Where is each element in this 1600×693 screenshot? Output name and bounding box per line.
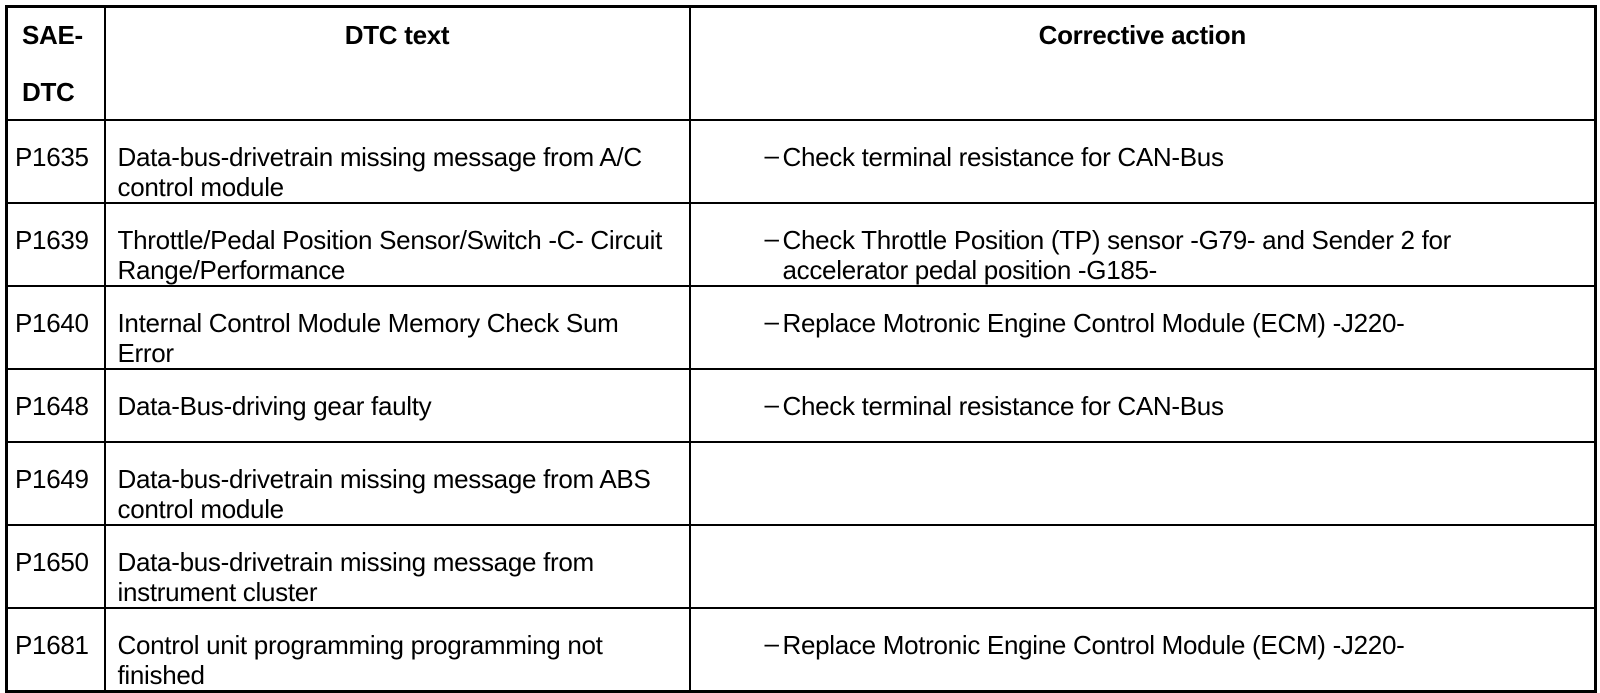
bullet-dash: – — [764, 305, 779, 336]
dtc-code: P1640 — [7, 286, 105, 369]
corrective-action-text: Check Throttle Position (TP) sensor -G79- and Sender 2 for accelerator pedal position -G185- — [782, 224, 1452, 285]
table-row — [7, 120, 1596, 203]
header-row — [7, 7, 1596, 120]
dtc-code: P1648 — [7, 369, 105, 442]
table-row — [7, 286, 1596, 369]
bullet-dash: – — [764, 222, 779, 253]
corrective-action-text: Replace Motronic Engine Control Module (ECM) -J220- — [782, 629, 1405, 660]
dtc-code: P1681 — [7, 608, 105, 692]
dtc-table — [5, 5, 1597, 693]
dtc-text: Data-bus-drivetrain missing message from instrument cluster — [105, 525, 690, 608]
header-dtc-text: DTC text — [105, 7, 690, 120]
corrective-action — [690, 203, 1596, 286]
table-row — [7, 442, 1596, 525]
bullet-dash: – — [764, 388, 779, 419]
corrective-action — [690, 369, 1596, 442]
dtc-text: Data-bus-drivetrain missing message from A/C control module — [105, 120, 690, 203]
header-sae-dtc — [7, 7, 105, 120]
corrective-action-text: Check terminal resistance for CAN-Bus — [782, 390, 1224, 421]
table-row — [7, 525, 1596, 608]
corrective-action — [690, 442, 1596, 525]
bullet-dash: – — [764, 139, 779, 170]
header-code-line2: DTC — [22, 77, 75, 107]
corrective-action — [690, 286, 1596, 369]
dtc-code: P1635 — [7, 120, 105, 203]
bullet-dash: – — [764, 627, 779, 658]
corrective-action — [690, 608, 1596, 692]
table-row — [7, 608, 1596, 692]
corrective-action-text: Replace Motronic Engine Control Module (ECM) -J220- — [782, 307, 1405, 338]
dtc-code: P1650 — [7, 525, 105, 608]
dtc-text: Data-bus-drivetrain missing message from ABS control module — [105, 442, 690, 525]
dtc-code: P1639 — [7, 203, 105, 286]
header-code-line1: SAE- — [22, 20, 83, 50]
corrective-action — [690, 525, 1596, 608]
header-corrective-action: Corrective action — [690, 7, 1596, 120]
table-row — [7, 203, 1596, 286]
dtc-text: Control unit programming programming not finished — [105, 608, 690, 692]
dtc-text: Throttle/Pedal Position Sensor/Switch -C- Circuit Range/Performance — [105, 203, 690, 286]
dtc-text: Internal Control Module Memory Check Sum Error — [105, 286, 690, 369]
dtc-code: P1649 — [7, 442, 105, 525]
dtc-text: Data-Bus-driving gear faulty — [105, 369, 690, 442]
corrective-action — [690, 120, 1596, 203]
table-row — [7, 369, 1596, 442]
corrective-action-text: Check terminal resistance for CAN-Bus — [782, 141, 1224, 172]
